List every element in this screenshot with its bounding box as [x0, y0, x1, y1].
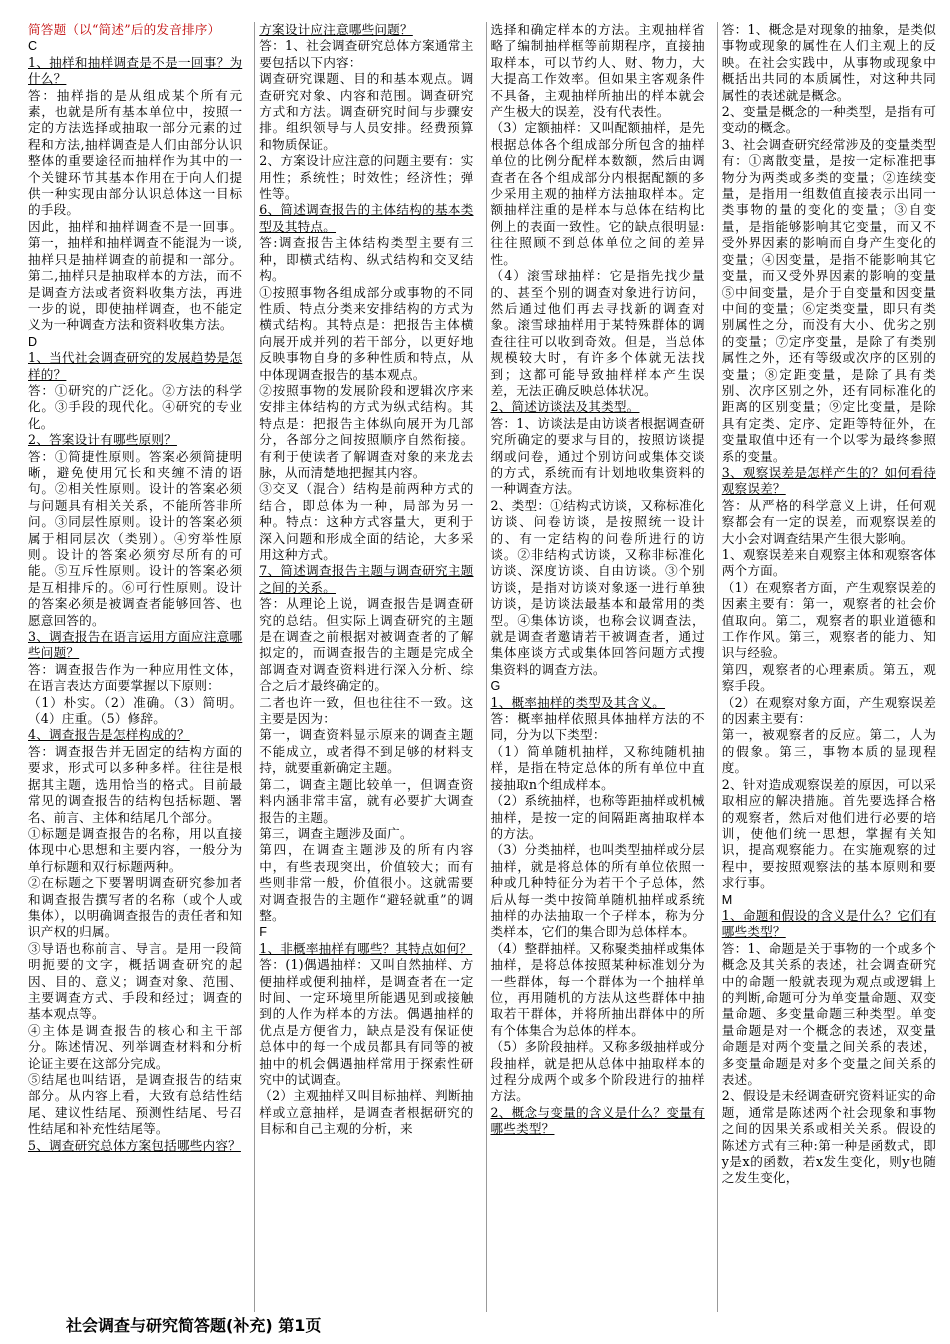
answer-paragraph: ⑤结尾也叫结语，是调查报告的结束部分。从内容上看，大致有总结性结尾、建议性结尾、预测性结尾、号召性结尾和补充性结尾等。 [28, 1072, 243, 1137]
answer-paragraph: 答：1、命题是关于事物的一个或多个概念及其关系的表述，社会调查研究中的命题一般就表现为观点或逻辑上的判断,命题可分为单变量命题、双变量命题、多变量命题三种类型。单变量命题是对一个概念的表述，双变量命题是对两个变量之间关系的表述，多变量命题是对多个变量之间关系的表述。 [721, 940, 936, 1087]
answer-paragraph: 2、类型：①结构式访谈，又称标准化访谈、问卷访谈，是按照统一设计的、有一定结构的问卷所进行的访谈。②非结构式访谈，又称非标准化访谈、深度访谈、自由访谈。③个别访谈，是指对访谈对象逐一进行单独访谈，是访谈法最基本和最常用的类型。④集体访谈，也称会议调查法，就是调查者邀请若干被调查者，通过集体座谈方式或集体回答问题方式搜集资料的调查方法。 [490, 497, 705, 677]
column-1 [24, 22, 246, 1312]
text-columns [24, 22, 940, 1312]
answer-paragraph: ④主体是调查报告的核心和主干部分。陈述情况、列举调查材料和分析论证主要在这部分完成。 [28, 1022, 243, 1071]
column-2 [254, 22, 477, 1312]
answer-paragraph: （2）主观抽样又叫目标抽样、判断抽样或立意抽样，是调查者根据研究的目标和自己主观的分析，来 [259, 1088, 474, 1137]
answer-paragraph: 3、社会调查研究经常涉及的变量类型有：①离散变量，是按一定标准把事物分为两类或多类的变量；②连续变量，是指用一组数值直接表示出同一类事物的量的变化的变量；③自变量，是指能够影响其它变量，而又不受外界因素的影响而自身产生变化的变量；④因变量，是指不能影响其它变量，而又受外界因素的影响的变量⑤中间变量，是介于自变量和因变量中间的变量；⑥定类变量，即只有类别属性之分，而没有大小、优劣之别的变量；⑦定序变量，是除了有类别属性之外，还有等级或次序的区别的变量；⑧定距变量，是除了具有类别、次序区别之外，还有同标准化的距离的区别变量；⑨定比变量，是除具有定类、定序、定距等特征外，在变量取值中还有一个以零为最终参照系的变量。 [721, 136, 936, 464]
index-letter: D [28, 334, 38, 349]
index-letter: F [259, 925, 268, 940]
answer-paragraph: （3）定额抽样：又叫配额抽样，是先根据总体各个组成部分所包含的抽样单位的比例分配样本数额，然后由调查者在各个组成部分内根据配额的多少采用主观的抽样方法抽取样本。定额抽样注重的是样本与总体在结构比例上的表面一致性。它的缺点很明显:往往照顾不到总体单位之间的差异性。 [490, 120, 705, 267]
answer-paragraph: （4）滚雪球抽样：它是指先找少量的、甚至个别的调查对象进行访问，然后通过他们再去寻找新的调查对象。滚雪球抽样用于某特殊群体的调查往往可以收到奇效。但是，当总体规模较大时，有许多个体就无法找到；这都可能导致抽样样本产生误差，无法正确反映总体状况。 [490, 268, 705, 398]
answer-paragraph: 2、方案设计应注意的问题主要有：实用性；系统性；时效性；经济性；弹性等。 [259, 153, 474, 202]
page-footer: 社会调查与研究简答题(补充) 第1页 [62, 1313, 325, 1336]
answer-paragraph: 2、针对造成观察误差的原因，可以采取相应的解决措施。首先要选择合格的观察者，然后对他们进行必要的培训，使他们统一思想，掌握有关知识，提高观察能力。在实施观察的过程中，要按照观察法的基本原则和要求行事。 [721, 776, 936, 891]
answer-paragraph: 答：1、访谈法是由访谈者根据调查研究所确定的要求与目的，按照访谈提纲或问卷，通过个别访问或集体交谈的方式，系统而有计划地收集资料的一种调查方法。 [490, 415, 705, 497]
question-heading: 2、简述访谈法及其类型。 [490, 399, 640, 415]
answer-paragraph: 答：调查报告作为一种应用性文体，在语言表达方面要掌握以下原则： [28, 661, 243, 694]
answer-paragraph: （2）在观察对象方面，产生观察误差的因素主要有： [721, 694, 936, 727]
question-heading: 3、调查报告在语言运用方面应注意哪些问题？ [28, 629, 243, 661]
answer-paragraph: 答：调查报告并无固定的结构方面的要求，形式可以多种多样。往往是根据其主题，选用恰当的格式。目前最常见的调查报告的结构包括标题、署名、前言、主体和结尾几个部分。 [28, 743, 243, 825]
answer-paragraph: 第一，调查资料显示原来的调查主题不能成立，或者得不到足够的材料支持，就要重新确定主题。 [259, 727, 474, 776]
answer-paragraph: 2、假设是未经调查研究资料证实的命题，通常是陈述两个社会现象和事物之间的因果关系或相关关系。假设的陈述方式有三种:第一种是函数式，即y是x的函数，若x发生变化，则y也随之发生变化， [721, 1088, 936, 1186]
answer-paragraph: ②按照事物的发展阶段和逻辑次序来安排主体结构的方式为纵式结构。其特点是：把报告主体纵向展开为几部分，各部分之间按照顺序自然衔接。有利于使读者了解调查对象的来龙去脉，从而清楚地把握其内容。 [259, 382, 474, 480]
section-title: 简答题（以“简述”后的发音排序） [28, 22, 221, 37]
question-heading: 1、命题和假设的含义是什么？它们有哪些类型？ [721, 907, 936, 940]
index-letter: C [28, 39, 38, 54]
answer-paragraph: 答：概率抽样依照具体抽样方法的不同，分为以下类型： [490, 711, 705, 743]
index-letter: G [490, 679, 501, 694]
answer-paragraph: 答：从理论上说，调查报告是调查研究的总结。但实际上调查研究的主题是在调查之前根据对被调查者的了解拟定的，而调查报告的主题是完成全部调查对调查资料进行深入分析、综合之后才最终确定的。 [259, 596, 474, 694]
answer-paragraph: 第四，在调查主题涉及的所有内容中，有些表现突出，价值较大；而有些则非常一般，价值很小。这就需要对调查报告的主题作“避轻就重”的调整。 [259, 842, 474, 923]
answer-paragraph: 答：(1)偶遇抽样：又叫自然抽样、方便抽样或便利抽样，是调查者在一定时间、一定环境里所能遇见到或接触到的人作为样本的方法。偶遇抽样的优点是方便省力，缺点是没有保证使总体中的每一个成员都具有同等的被抽中的机会偶遇抽样常用于探索性研究中的试调查。 [259, 957, 474, 1087]
question-heading: 3、观察误差是怎样产生的？如何看待观察误差？ [721, 464, 936, 497]
answer-paragraph: 第四，观察者的心理素质。第五，观察手段。 [721, 661, 936, 694]
question-heading: 6、简述调查报告的主体结构的基本类型及其特点。 [259, 202, 474, 234]
answer-paragraph: （5）多阶段抽样。又称多级抽样或分段抽样，就是把从总体中抽取样本的过程分成两个或多个阶段进行的抽样方法。 [490, 1039, 705, 1104]
answer-paragraph: 答：1、社会调查研究总体方案通常主要包括以下内容： [259, 38, 474, 70]
answer-paragraph: 选择和确定样本的方法。主观抽样省略了编制抽样框等前期程序，直接抽取样本，可以节约人、财、物力，大大提高工作效率。但如果主客观条件不具备，主观抽样所抽出的样本就会产生极大的误差，没有代表性。 [490, 22, 705, 120]
answer-paragraph: ①按照事物各组成部分或事物的不同性质、特点分类来安排结构的方式为横式结构。其特点是：把报告主体横向展开成并列的若干部分，以更好地反映事物自身的多种性质和特点，从中体现调查报告的基本观点。 [259, 284, 474, 382]
question-heading: 方案设计应注意哪些问题？ [259, 22, 413, 37]
answer-paragraph: 答：从严格的科学意义上讲，任何观察都会有一定的误差，而观察误差的大小会对调查结果产生很大影响。 [721, 497, 936, 546]
question-heading: 7、简述调查报告主题与调查研究主题之间的关系。 [259, 563, 474, 595]
answer-paragraph: 答：1、概念是对现象的抽象，是类似事物或现象的属性在人们主观上的反映。在社会实践中，从事物或现象中概括出共同的本质属性，对这种共同属性的表述就是概念。 [721, 22, 936, 103]
answer-paragraph: 二者也许一致，但也往往不一致。这主要是因为： [259, 694, 474, 727]
answer-paragraph: 因此，抽样和抽样调查不是一回事。第一，抽样和抽样调查不能混为一谈,抽样只是抽样调查的前提和一部分。第二,抽样只是抽取样本的方法，而不是调查方法或者资料收集方法，再进一步的说，即使抽样调查，也不能定义为一种调查方法和资料收集方法。 [28, 218, 243, 333]
answer-paragraph: 答：①研究的广泛化。②方法的科学化。③手段的现代化。④研究的专业化。 [28, 382, 243, 431]
answer-paragraph: （1）在观察者方面，产生观察误差的因素主要有：第一，观察者的社会价值取向。第二，观察者的职业道德和工作作风。第三，观察者的能力、知识与经验。 [721, 579, 936, 661]
answer-paragraph: 2、变量是概念的一种类型，是指有可变动的概念。 [721, 104, 936, 136]
answer-paragraph: ③交叉（混合）结构是前两种方式的结合，即总体为一种，局部为另一种。特点：这种方式容量大，更利于深入问题和形成全面的结论，大多采用这种方式。 [259, 481, 474, 562]
answer-paragraph: 答：①简捷性原则。答案必须简捷明晰，避免使用冗长和夹缠不清的语句。②相关性原则。设计的答案必须与问题具有相关关系，不能所答非所问。③同层性原则。设计的答案必须属于相同层次（类别）。④穷举性原则。设计的答案必须穷尽所有的可能。⑤互斥性原则。设计的答案必须是互相排斥的。⑥可行性原则。设计的答案必须是被调查者能够回答、也愿意回答的。 [28, 448, 243, 628]
answer-paragraph: 答:调查报告主体结构类型主要有三种，即横式结构、纵式结构和交叉结构。 [259, 235, 474, 284]
question-heading: 4、调查报告是怎样构成的？ [28, 727, 190, 743]
index-letter: M [721, 892, 733, 907]
column-3 [486, 22, 709, 1312]
question-heading: 2、概念与变量的含义是什么？变量有哪些类型？ [490, 1104, 705, 1137]
answer-paragraph: ③导语也称前言、导言。是用一段简明扼要的文字，概括调查研究的起因、目的、意义；调查对象、范围、主要调查方式、手段和经过；调查的基本观点等。 [28, 940, 243, 1022]
column-4 [717, 22, 940, 1312]
question-heading: 1、当代社会调查研究的发展趋势是怎样的？ [28, 350, 243, 382]
answer-paragraph: ②在标题之下要署明调查研究参加者和调查报告撰写者的名称（或个人或集体），以明确调查报告的责任者和知识产权的归属。 [28, 875, 243, 940]
answer-paragraph: 1、观察误差来自观察主体和观察客体两个方面。 [721, 547, 936, 579]
question-heading: 1、非概率抽样有哪些？其特点如何？ [259, 940, 473, 956]
answer-paragraph: （1）朴实。（2）准确。（3）简明。（4）庄重。（5）修辞。 [28, 694, 243, 727]
answer-paragraph: （4）整群抽样。又称聚类抽样或集体抽样，是将总体按照某种标准划分为一些群体，每一个群体为一个抽样单位，再用随机的方法从这些群体中抽取若干群体，并将所抽出群体中的所有个体集合为总体的样本。 [490, 940, 705, 1038]
question-heading: 1、抽样和抽样调查是不是一回事？为什么？ [28, 54, 243, 87]
answer-paragraph: （1）简单随机抽样，又称纯随机抽样，是指在特定总体的所有单位中直接抽取n个组成样本。 [490, 743, 705, 792]
answer-paragraph: ①标题是调查报告的名称，用以直接体现中心思想和主要内容，一般分为单行标题和双行标题两种。 [28, 825, 243, 874]
answer-paragraph: 第三，调查主题涉及面广。 [259, 825, 413, 841]
answer-paragraph: （2）系统抽样，也称等距抽样或机械抽样，是按一定的间隔距离抽取样本的方法。 [490, 793, 705, 841]
question-heading: 2、答案设计有哪些原则？ [28, 432, 177, 448]
answer-paragraph: 第一，被观察者的反应。第二，人为的假象。第三，事物本质的显现程度。 [721, 727, 936, 776]
answer-paragraph: 第二，调查主题比较单一，但调查资料内涵非常丰富，就有必要扩大调查报告的主题。 [259, 776, 474, 825]
answer-paragraph: 调查研究课题、目的和基本观点。调查研究对象、内容和范围。调查研究方式和方法。调查研究时间与步骤安排。组织领导与人员安排。经费预算和物质保证。 [259, 71, 474, 152]
question-heading: 5、调查研究总体方案包括哪些内容？ [28, 1137, 241, 1153]
answer-paragraph: （3）分类抽样，也叫类型抽样或分层抽样，就是将总体的所有单位依照一种或几种特征分为若干个子总体，然后从每一类中按简单随机抽样或系统抽样的办法抽取一个子样本，称为分类样本，它们的集合即为总体样本。 [490, 842, 705, 940]
answer-paragraph: 答：抽样指的是从组成某个所有元素，也就是所有基本单位中，按照一定的方法选择或抽取一部分元素的过程和方法,抽样调查是人们由部分认识整体的重要途径而抽样作为其中的一个关键环节其基本作用在于向人们提供一种实现由部分认识总体这一目标的手段。 [28, 87, 243, 218]
question-heading: 1、概率抽样的类型及其含义。 [490, 694, 666, 710]
